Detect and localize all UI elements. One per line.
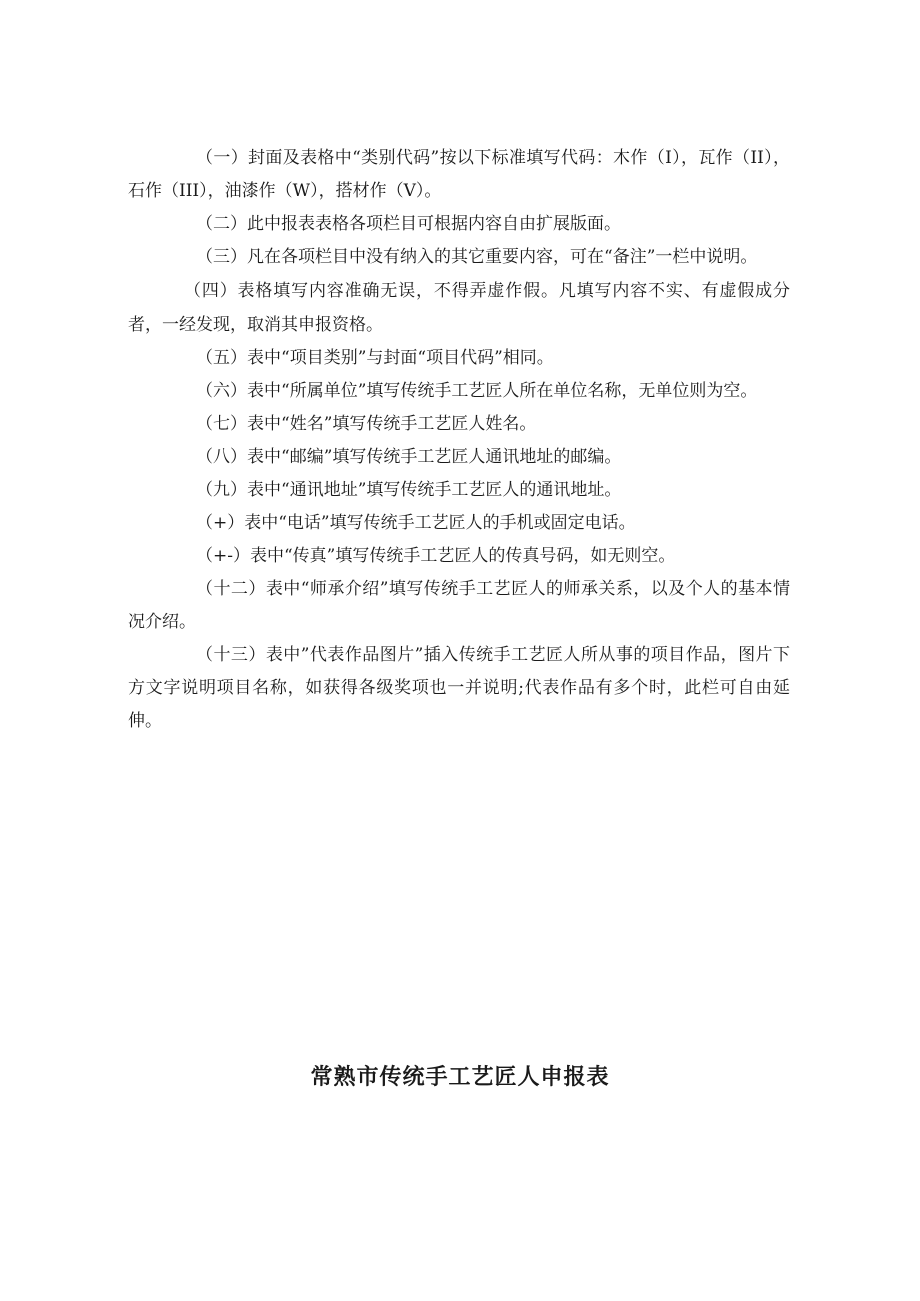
instruction-item-10: （+）表中“电话”填写传统手工艺匠人的手机或固定电话。 (196, 513, 636, 533)
form-title: 常熟市传统手工艺匠人申报表 (310, 1065, 610, 1090)
instructions-list (128, 142, 790, 738)
instruction-item-8: （八）表中“邮编”填写传统手工艺匠人通讯地址的邮编。 (196, 447, 622, 467)
instruction-item-4: （四）表格填写内容准确无误，不得弄虚作假。凡填写内容不实、有虚假成分者，一经发现，取消其申报资格。 (128, 281, 790, 335)
instruction-item-7: （七）表中“姓名”填写传统手工艺匠人姓名。 (196, 414, 537, 434)
instruction-item-12: （十二）表中“师承介绍”填写传统手工艺匠人的师承关系，以及个人的基本情况介绍。 (128, 579, 790, 632)
instruction-item-1: （一）封面及表格中“类别代码”按以下标准填写代码：木作（I），瓦作（II），石作（III），油漆作（W），搭材作（V）。 (128, 148, 790, 201)
instruction-item-11: （+-）表中“传真”填写传统手工艺匠人的传真号码，如无则空。 (196, 546, 676, 566)
instruction-item-13: （十三）表中”代表作品图片”插入传统手工艺匠人所从事的项目作品，图片下方文字说明项目名称，如获得各级奖项也一并说明;代表作品有多个时，此栏可自由延伸。 (128, 645, 790, 731)
instruction-item-6: （六）表中“所属单位”填写传统手工艺匠人所在单位名称，无单位则为空。 (196, 381, 758, 401)
instruction-item-2: （二）此中报表表格各项栏目可根据内容自由扩展版面。 (196, 214, 621, 234)
instruction-item-9: （九）表中“通讯地址”填写传统手工艺匠人的通讯地址。 (196, 480, 622, 500)
instruction-item-5: （五）表中“项目类别”与封面“项目代码”相同。 (196, 348, 554, 368)
instruction-item-3: （三）凡在各项栏目中没有纳入的其它重要内容，可在“备注”一栏中说明。 (196, 247, 758, 267)
